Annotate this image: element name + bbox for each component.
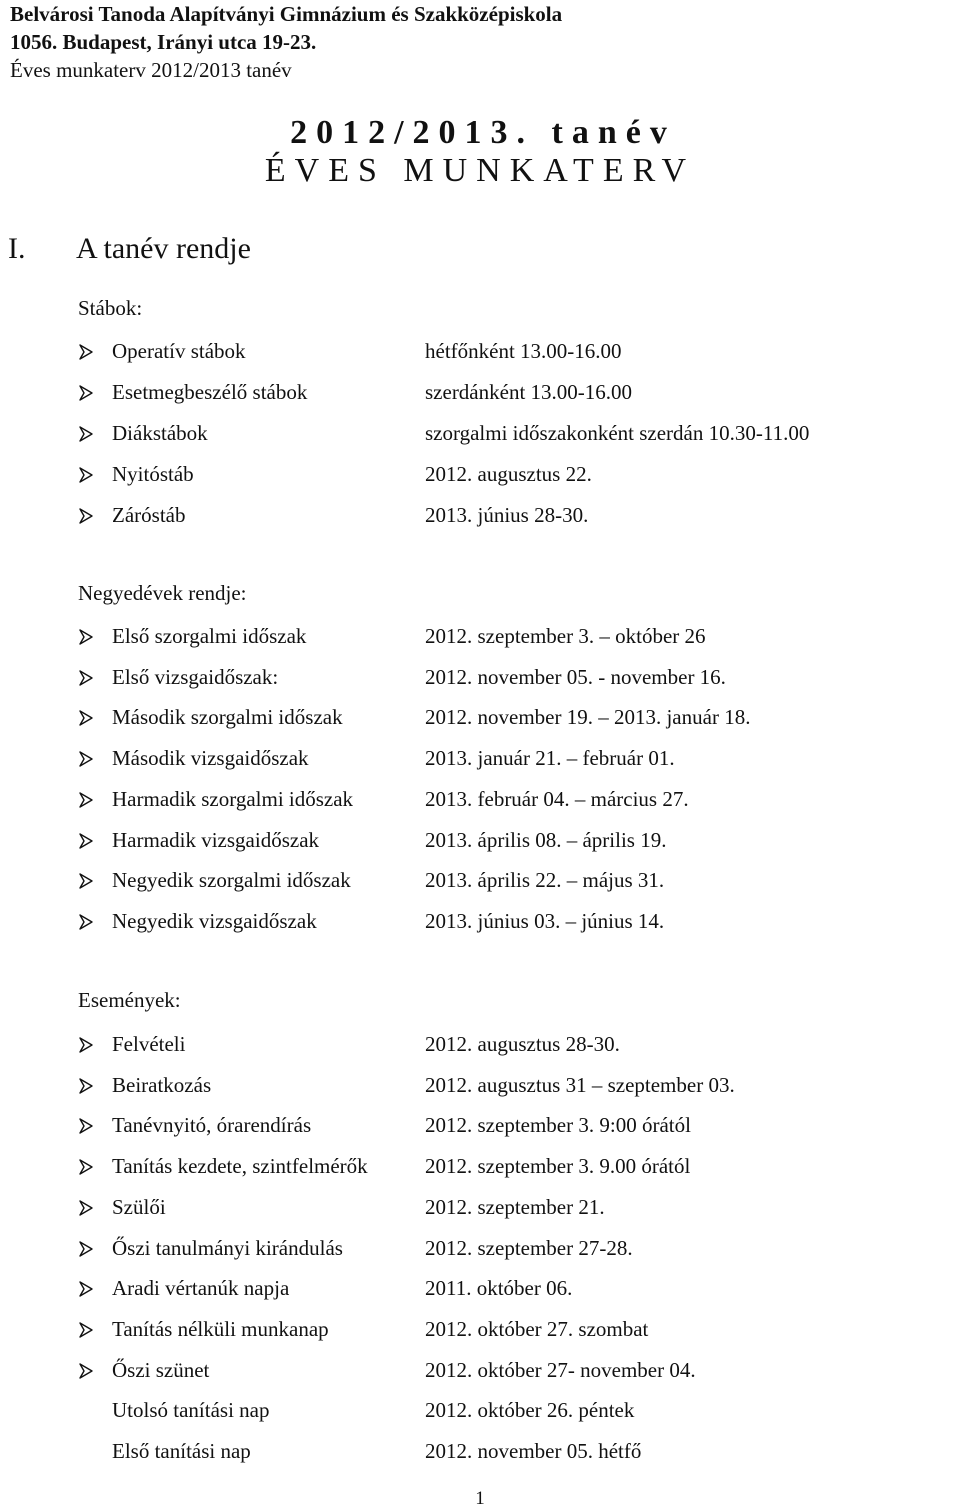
esemenyek-item [78,1233,938,1263]
negyedevek-item-value: 2013. április 08. – április 19. [425,827,667,852]
arrow-bullet-icon [78,500,100,530]
esemenyek-item [78,1273,938,1303]
esemenyek-item [78,1192,938,1222]
negyedevek-item [78,865,938,895]
arrow-bullet-icon [78,336,100,366]
arrow-bullet-icon [78,1192,100,1222]
arrow-bullet-icon [78,743,100,773]
negyedevek-item-label: Első vizsgaidőszak: [112,664,279,689]
esemenyek-item-label: Szülői [112,1194,166,1219]
negyedevek-item [78,702,938,732]
esemenyek-item [78,1029,938,1059]
arrow-bullet-icon [78,1070,100,1100]
stabok-item-label: Nyitóstáb [112,462,194,486]
esemenyek-item-value: 2012. október 27. szombat [425,1316,649,1341]
esemenyek-item [78,1355,938,1385]
arrow-bullet-icon [78,662,100,692]
stabok-item-label: Operatív stábok [112,339,246,363]
esemenyek-item-label: Őszi szünet [112,1357,210,1382]
esemenyek-item [78,1436,938,1466]
arrow-bullet-icon [78,906,100,936]
esemenyek-item [78,1070,938,1100]
negyedevek-item-label: Harmadik szorgalmi időszak [112,786,354,811]
negyedevek-item-label: Első szorgalmi időszak [112,624,307,648]
arrow-bullet-icon [78,459,100,489]
stabok-label: Stábok: [78,296,143,320]
negyedevek-item-label: Második vizsgaidőszak [112,746,309,771]
stabok-item [78,336,938,366]
esemenyek-item-value: 2012. augusztus 31 – szeptember 03. [425,1072,735,1097]
esemenyek-item-label: Tanévnyitó, órarendírás [112,1113,312,1138]
arrow-bullet-icon [78,1355,100,1385]
negyedevek-item-label: Negyedik vizsgaidőszak [112,908,317,933]
arrow-bullet-icon [78,377,100,407]
negyedevek-item [78,784,938,814]
arrow-bullet-icon [78,865,100,895]
stabok-item-value: 2012. augusztus 22. [425,462,592,486]
stabok-item [78,418,938,448]
section-title: A tanév rendje [76,232,251,265]
arrow-bullet-icon [78,825,100,855]
arrow-bullet-icon [78,1029,100,1059]
esemenyek-item-value: 2012. augusztus 28-30. [425,1032,620,1056]
negyedevek-item-value: 2012. szeptember 3. – október 26 [425,624,706,648]
negyedevek-item-value: 2012. november 19. – 2013. január 18. [425,705,751,730]
arrow-bullet-icon [78,702,100,732]
stabok-item-label: Diákstábok [112,421,208,445]
school-address: 1056. Budapest, Irányi utca 19-23. [10,30,317,54]
esemenyek-item-label: Felvételi [112,1032,186,1056]
negyedevek-item [78,825,938,855]
title-main: ÉVES MUNKATERV [264,152,696,189]
stabok-item [78,500,938,530]
esemenyek-item-value: 2012. szeptember 3. 9:00 órától [425,1113,691,1138]
esemenyek-item-value: 2012. október 27- november 04. [425,1357,696,1382]
negyedevek-item-label: Harmadik vizsgaidőszak [112,827,320,852]
esemenyek-item-value: 2012. október 26. péntek [425,1398,635,1423]
negyedevek-item-value: 2013. április 22. – május 31. [425,868,665,893]
section-heading [8,232,251,266]
esemenyek-item-label: Utolsó tanítási nap [112,1398,270,1423]
arrow-bullet-icon [78,1110,100,1140]
negyedevek-item-label: Második szorgalmi időszak [112,705,343,730]
esemenyek-item-label: Beiratkozás [112,1072,212,1097]
negyedevek-item-label: Negyedik szorgalmi időszak [112,868,351,893]
negyedevek-label: Negyedévek rendje: [78,581,247,605]
stabok-item-value: 2013. június 28-30. [425,503,589,527]
negyedevek-item-value: 2013. február 04. – március 27. [425,786,689,811]
arrow-bullet-icon [78,418,100,448]
arrow-bullet-icon [78,1314,100,1344]
arrow-bullet-icon [78,1151,100,1181]
esemenyek-item [78,1110,938,1140]
esemenyek-item-value: 2011. október 06. [425,1276,573,1301]
school-name: Belvárosi Tanoda Alapítványi Gimnázium és Szakközépiskola [10,2,563,26]
esemenyek-item-value: 2012. szeptember 3. 9.00 órától [425,1154,691,1179]
arrow-bullet-icon [78,1233,100,1263]
stabok-item-label: Esetmegbeszélő stábok [112,380,308,404]
esemenyek-item [78,1314,938,1344]
negyedevek-item-value: 2013. június 03. – június 14. [425,908,665,933]
stabok-item-value: szorgalmi időszakonként szerdán 10.30-11.00 [425,421,810,445]
esemenyek-item-value: 2012. november 05. hétfő [425,1439,642,1463]
document-subtitle: Éves munkaterv 2012/2013 tanév [10,58,292,82]
negyedevek-item-value: 2013. január 21. – február 01. [425,746,675,771]
esemenyek-label: Események: [78,988,181,1012]
esemenyek-item-label: Őszi tanulmányi kirándulás [112,1235,343,1260]
arrow-bullet-icon [78,1273,100,1303]
arrow-bullet-icon [78,784,100,814]
esemenyek-item [78,1395,938,1425]
stabok-item [78,459,938,489]
stabok-item [78,377,938,407]
document-header [10,0,562,84]
esemenyek-item-label: Tanítás kezdete, szintfelmérők [112,1154,368,1179]
esemenyek-item-label: Aradi vértanúk napja [112,1276,290,1301]
stabok-item-label: Záróstáb [112,503,186,527]
stabok-item-value: hétfőnként 13.00-16.00 [425,339,622,363]
esemenyek-item [78,1151,938,1181]
esemenyek-item-value: 2012. szeptember 21. [425,1194,605,1219]
negyedevek-item-value: 2012. november 05. - november 16. [425,664,726,689]
title-year: 2012/2013. tanév [290,114,676,151]
stabok-item-value: szerdánként 13.00-16.00 [425,380,633,404]
page-number: 1 [475,1488,485,1509]
negyedevek-item [78,662,938,692]
section-number: I. [8,232,26,265]
negyedevek-item [78,621,938,651]
esemenyek-item-label: Tanítás nélküli munkanap [112,1316,329,1341]
esemenyek-item-value: 2012. szeptember 27-28. [425,1235,633,1260]
negyedevek-item [78,906,938,936]
negyedevek-item [78,743,938,773]
arrow-bullet-icon [78,621,100,651]
esemenyek-item-label: Első tanítási nap [112,1439,251,1463]
